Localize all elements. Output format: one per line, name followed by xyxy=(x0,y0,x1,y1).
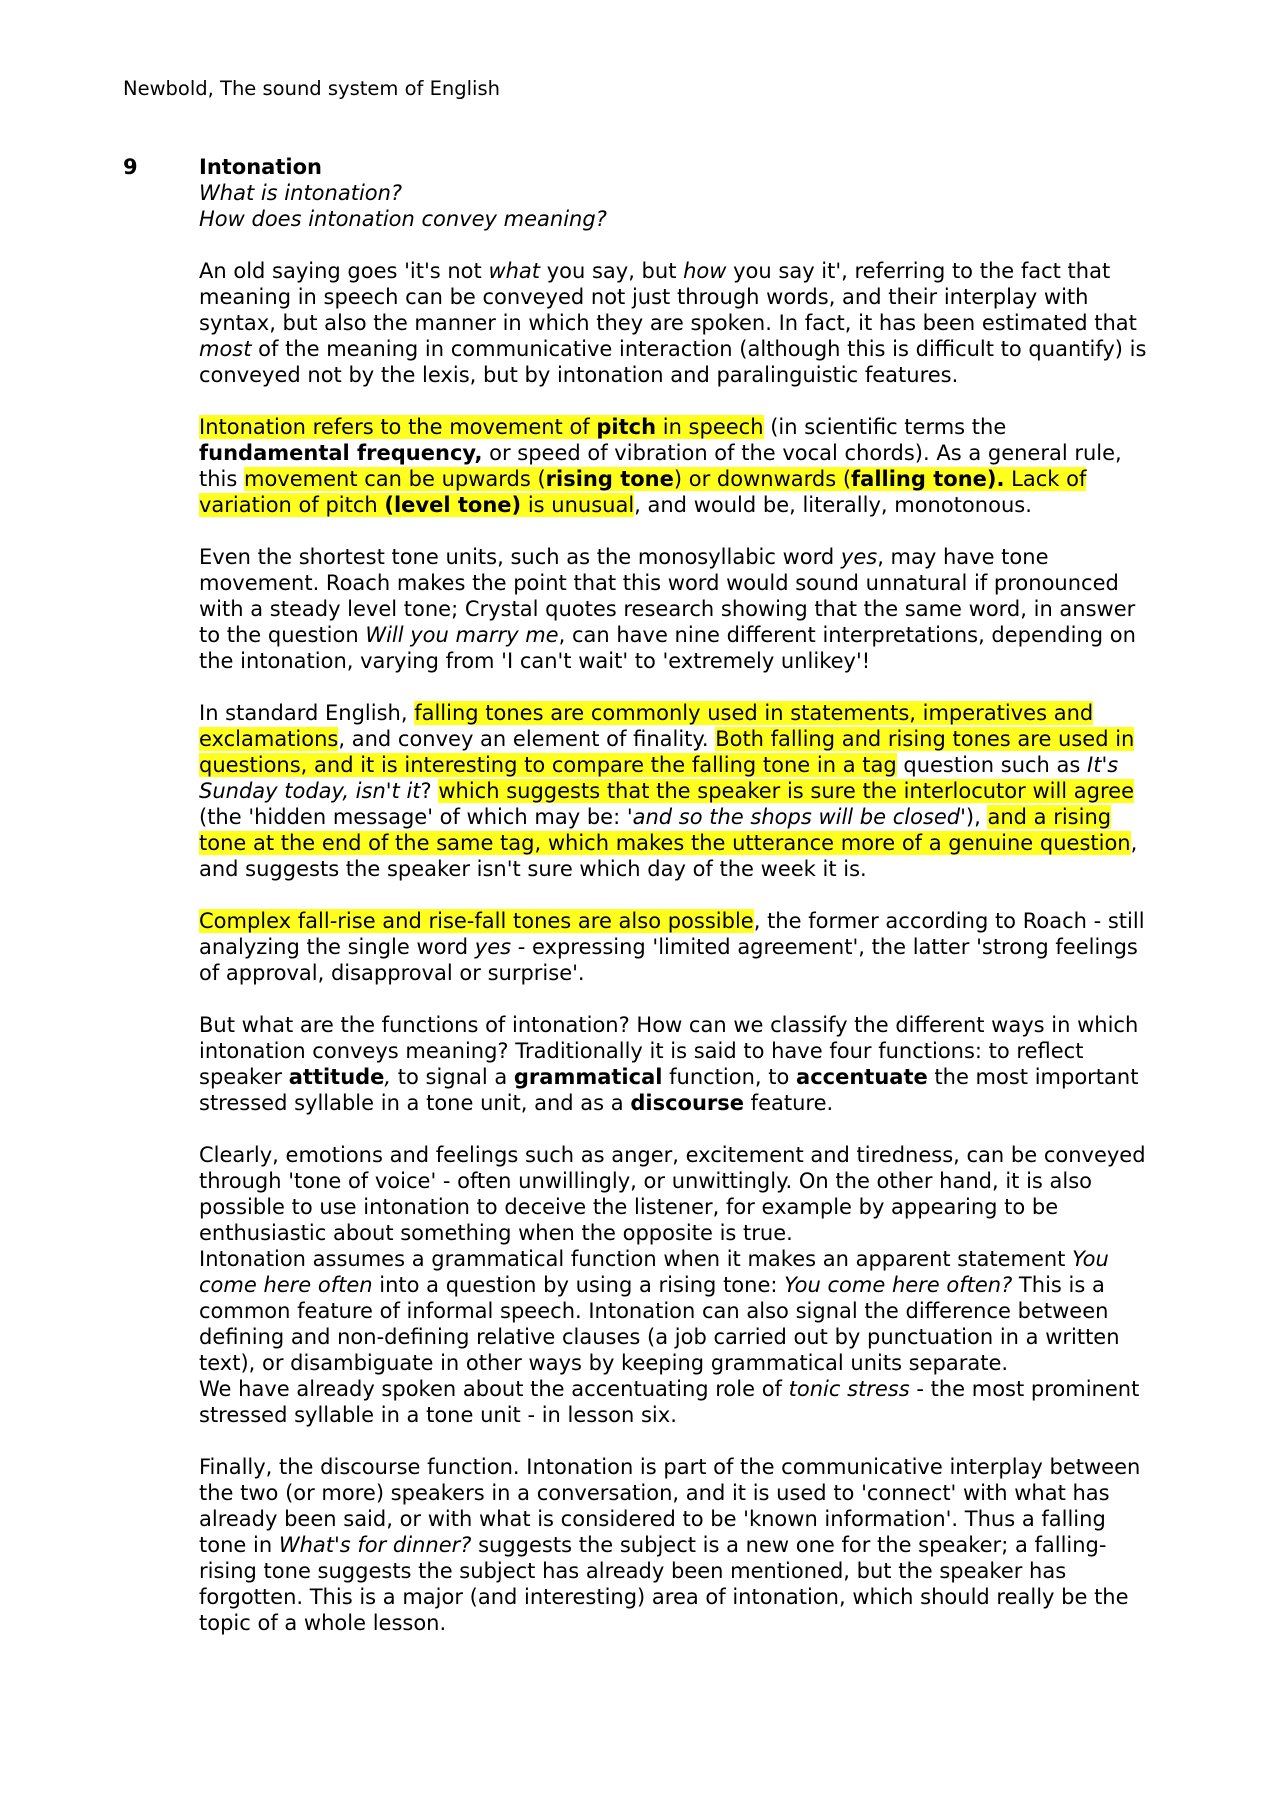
text-run: An old saying goes 'it's not xyxy=(199,259,489,283)
paragraph-standard-english xyxy=(199,700,1159,882)
text-run: in speech xyxy=(656,415,764,439)
text-run: to signal a xyxy=(391,1065,514,1089)
emphasis: yes xyxy=(840,545,878,569)
bold-term: (level tone) xyxy=(384,493,522,517)
highlight: Complex fall-rise and rise-fall tones are also possible xyxy=(199,909,754,933)
highlight: which suggests that the speaker is sure the interlocutor will agree xyxy=(438,779,1135,803)
text-run: (in scientific terms the xyxy=(763,415,1007,439)
text-run: , the former according to Roach - still analyzing the single word xyxy=(199,909,1145,959)
text-run: ) or downwards ( xyxy=(673,467,852,491)
text-run: In standard English, xyxy=(199,701,415,725)
emphasis: What's for dinner? xyxy=(278,1533,472,1557)
paragraph-pitch-definition xyxy=(199,414,1159,518)
emphasis: what xyxy=(488,259,541,283)
highlight: and a rising tone at the end of the same tag, which makes the utterance more of a genuine question xyxy=(199,805,1131,855)
text-run: But what are the functions of intonation? How can we classify the different ways in which intonation conveys meaning? Traditionally it is said to have four functions: to reflect speaker xyxy=(199,1013,1139,1089)
guiding-question-1: What is intonation? xyxy=(199,181,403,205)
text-run: or speed of vibration of the vocal chords). As a general rule, this xyxy=(199,441,1122,491)
text-run: into a question by using a rising tone: xyxy=(372,1273,785,1297)
text-run: ? xyxy=(420,779,439,803)
highlight: falling tones are commonly used in statements, imperatives and exclamations xyxy=(199,701,1094,751)
emphasis: most xyxy=(199,337,252,361)
emphasis: Will you marry me xyxy=(365,623,559,647)
text-run: Even the shortest tone units, such as the monosyllabic word xyxy=(199,545,841,569)
bold-term: rising tone xyxy=(545,467,674,491)
paragraph-intro xyxy=(199,258,1159,388)
text-run: feature. xyxy=(744,1091,834,1115)
highlight: Both falling and rising tones are used in questions, and it is interesting to compare the falling tone in a tag xyxy=(199,727,1135,777)
text-run: - expressing 'limited agreement', the latter 'strong feelings of approval, disapproval or surprise'. xyxy=(199,935,1138,985)
paragraph-functions xyxy=(199,1012,1159,1116)
chapter-number: 9 xyxy=(123,155,138,179)
emphasis: how xyxy=(683,259,727,283)
paragraph-grammatical xyxy=(199,1246,1159,1376)
text-run: Clearly, emotions and feelings such as anger, excitement and tiredness, can be conveyed through 'tone of voice' - often unwillingly, or unwittingly. On the other hand, it is also possible to use intonation to deceive the listener, for example by appearing to be enthusiastic about something when the opposite is true. xyxy=(199,1143,1146,1245)
running-header: Newbold, The sound system of English xyxy=(123,77,500,100)
paragraph-complex-tones xyxy=(199,908,1159,986)
text-run: Intonation refers to the movement of xyxy=(199,415,597,439)
chapter-title: Intonation xyxy=(199,155,322,179)
highlight xyxy=(199,415,764,439)
text-run: (the 'hidden message' of which may be: ' xyxy=(199,805,633,829)
bold-term: grammatical xyxy=(513,1065,663,1089)
text-run: question such as xyxy=(896,753,1088,777)
paragraph-tone-units xyxy=(199,544,1159,674)
bold-term: pitch xyxy=(596,415,657,439)
text-run: Lack of variation of pitch xyxy=(199,467,1087,517)
text-run: - the most prominent stressed syllable in a tone unit - in lesson six. xyxy=(199,1377,1140,1427)
emphasis: , xyxy=(384,1065,392,1089)
bold-term: falling tone). xyxy=(851,467,1005,491)
bold-term: discourse xyxy=(630,1091,744,1115)
text-run: suggests the subject is a new one for the speaker; a falling-rising tone suggests the subject has already been mentioned, but the speaker has forgotten. This is a major (and interesting) area of intonation, which should really be the topic of a whole lesson. xyxy=(199,1533,1129,1635)
text-run: '), xyxy=(960,805,988,829)
emphasis: You come here often? xyxy=(784,1273,1013,1297)
text-run: Finally, the discourse function. Intonation is part of the communicative interplay between the two (or more) speakers in a conversation, and it is used to 'connect' with what has already been said, or with what is considered to be 'known information'. Thus a falling tone in xyxy=(199,1455,1141,1557)
text-run: , can have nine different interpretations, depending on the intonation, varying from 'I can't wait' to 'extremely unlikey'! xyxy=(199,623,1136,673)
paragraph-attitude xyxy=(199,1142,1159,1246)
text-run: , may have tone movement. Roach makes the point that this word would sound unnatural if pronounced with a steady level tone; Crystal quotes research showing that the same word, in answer to the question xyxy=(199,545,1136,647)
text-run: , and convey an element of finality. xyxy=(338,727,716,751)
text-run: This is a common feature of informal speech. Intonation can also signal the difference between defining and non-defining relative clauses (a job carried out by punctuation in a written text), or disambiguate in other ways by keeping grammatical units separate. xyxy=(199,1273,1120,1375)
text-run: function, to xyxy=(662,1065,797,1089)
guiding-question-2: How does intonation convey meaning? xyxy=(199,207,607,231)
text-run: you say it', referring to the fact that meaning in speech can be conveyed not just through words, and their interplay with syntax, but also the manner in which they are spoken. In fact, it has been estimated that xyxy=(199,259,1137,335)
emphasis: and so the shops will be closed xyxy=(632,805,961,829)
bold-term: attitude xyxy=(288,1065,385,1089)
bold-term: accentuate xyxy=(796,1065,928,1089)
paragraph-accentuating xyxy=(199,1376,1159,1428)
text-run: , and would be, literally, monotonous. xyxy=(634,493,1032,517)
text-run: movement can be upwards ( xyxy=(244,467,546,491)
text-run: , and suggests the speaker isn't sure which day of the week it is. xyxy=(199,831,1138,881)
emphasis: It's Sunday today, isn't it xyxy=(199,753,1119,803)
text-run: you say, but xyxy=(540,259,684,283)
text-run: is unusual xyxy=(521,493,635,517)
text-run: of the meaning in communicative interaction (although this is difficult to quantify) is conveyed not by the lexis, but by intonation and paralinguistic features. xyxy=(199,337,1147,387)
text-run: the most important stressed syllable in a tone unit, and as a xyxy=(199,1065,1139,1115)
emphasis: You come here often xyxy=(199,1247,1109,1297)
text-run: Intonation assumes a grammatical function when it makes an apparent statement xyxy=(199,1247,1073,1271)
bold-term: fundamental frequency, xyxy=(199,441,483,465)
emphasis: tonic stress xyxy=(788,1377,910,1401)
chapter-body xyxy=(199,154,1159,1636)
emphasis: yes xyxy=(474,935,512,959)
paragraph-discourse xyxy=(199,1454,1159,1636)
text-run: We have already spoken about the accentuating role of xyxy=(199,1377,789,1401)
